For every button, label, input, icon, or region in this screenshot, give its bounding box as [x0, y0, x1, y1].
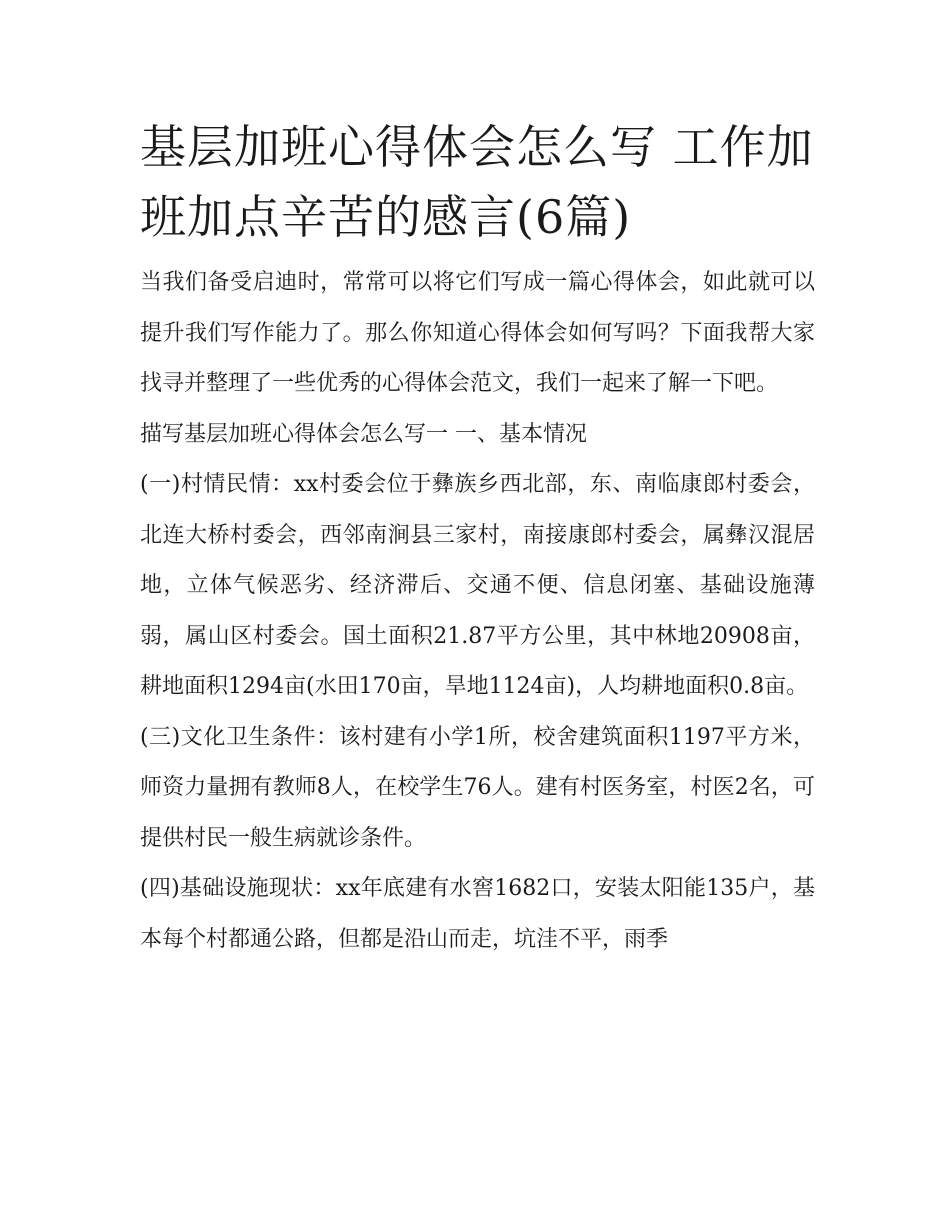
document-body [140, 112, 815, 965]
section-heading: 描写基层加班心得体会怎么写一 一、基本情况 [140, 421, 587, 447]
culture-health-paragraph: (三)文化卫生条件：该村建有小学1所，校舍建筑面积1197平方米，师资力量拥有教师8人，在校学生76人。建有村医务室，村医2名，可提供村民一般生病就诊条件。 [140, 724, 815, 851]
intro-paragraph: 当我们备受启迪时，常常可以将它们写成一篇心得体会，如此就可以提升我们写作能力了。那么你知道心得体会如何写吗？下面我帮大家找寻并整理了一些优秀的心得体会范文，我们一起来了解一下吧。 [140, 270, 815, 396]
village-info-paragraph: (一)村情民情：xx村委会位于彝族乡西北部，东、南临康郎村委会，北连大桥村委会，西邻南涧县三家村，南接康郎村委会，属彝汉混居地，立体气候恶劣、经济滞后、交通不便、信息闭塞、基础设施薄弱，属山区村委会。国土面积21.87平方公里，其中林地20908亩，耕地面积1294亩(水田170亩，旱地1124亩)，人均耕地面积0.8亩。 [140, 472, 815, 699]
document-title: 基层加班心得体会怎么写 工作加班加点辛苦的感言(6篇) [140, 120, 814, 244]
infrastructure-paragraph: (四)基础设施现状：xx年底建有水窖1682口，安装太阳能135户，基本每个村都通公路，但都是沿山而走，坑洼不平，雨季 [140, 876, 815, 952]
